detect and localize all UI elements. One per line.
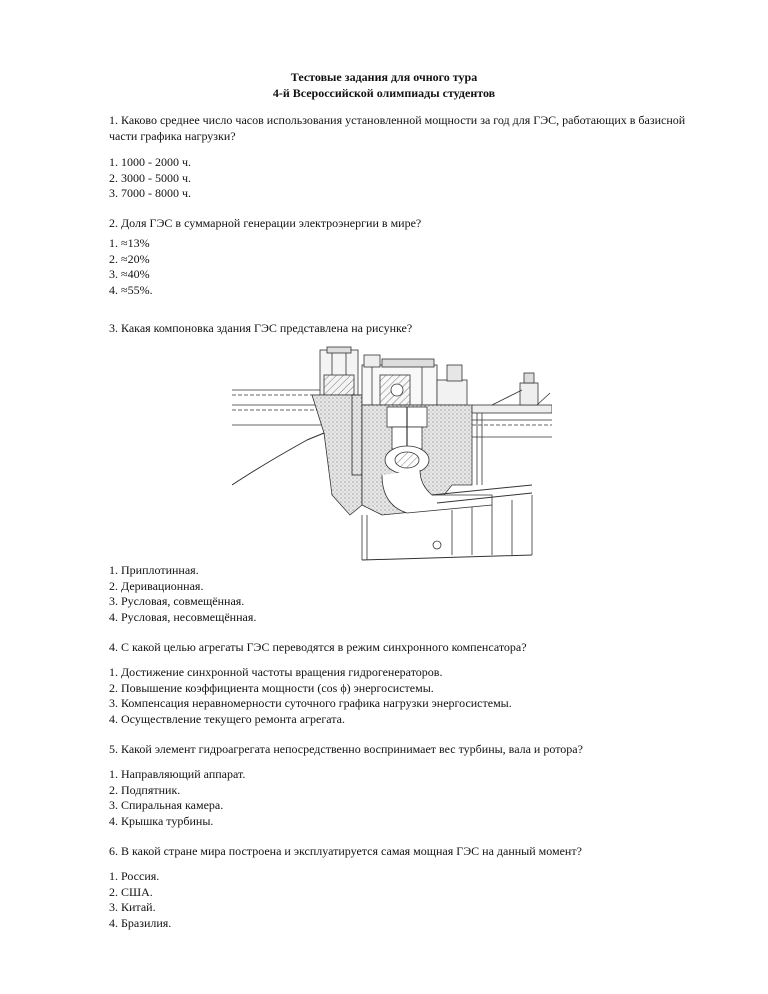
answer-option: 2. 3000 - 5000 ч. [109, 170, 192, 185]
question-text: 1. Каково среднее число часов использования установленной мощности за год для ГЭС, работающих в базисной части графика нагрузки? [109, 113, 686, 143]
answer-option: 2. Повышение коэффициента мощности (cos ϕ) энергосистемы. [109, 680, 434, 695]
question-5-options [109, 767, 689, 829]
question-6-options [109, 869, 689, 931]
document-title-line-1: Тестовые задания для очного тура [290, 70, 478, 84]
question-3 [109, 321, 689, 337]
question-4-options [109, 665, 689, 727]
answer-option: 1. Приплотинная. [109, 563, 199, 577]
document-title-line-2: 4-й Всероссийской олимпиады студентов [272, 86, 496, 100]
question-2-options [109, 236, 689, 298]
answer-option: 2. Подпятник. [109, 782, 181, 797]
answer-option: 3. 7000 - 8000 ч. [109, 186, 192, 200]
answer-option: 3. Спиральная камера. [109, 798, 224, 812]
question-1-options [109, 155, 689, 202]
question-3-options [109, 563, 689, 625]
answer-option: 1. Россия. [109, 869, 160, 883]
answer-option: 3. Китай. [109, 900, 156, 914]
question-4 [109, 640, 689, 656]
hydro-plant-drawing [232, 345, 552, 563]
answer-option: 2. США. [109, 884, 153, 899]
question-text: 3. Какая компоновка здания ГЭС представлена на рисунке? [109, 321, 413, 335]
answer-option: 3. ≈40% [109, 267, 150, 281]
answer-option: 4. Крышка турбины. [109, 813, 214, 828]
answer-option: 1. Направляющий аппарат. [109, 767, 246, 781]
question-text: 5. Какой элемент гидроагрегата непосредственно воспринимает вес турбины, вала и ротора? [109, 742, 583, 756]
question-text: 4. С какой целью агрегаты ГЭС переводятся в режим синхронного компенсатора? [109, 640, 527, 654]
answer-option: 4. ≈55%. [109, 282, 153, 297]
answer-option: 1. ≈13% [109, 236, 150, 250]
question-6 [109, 844, 689, 860]
question-text: 6. В какой стране мира построена и эксплуатируется самая мощная ГЭС на данный момент? [109, 844, 582, 858]
question-text: 2. Доля ГЭС в суммарной генерации электроэнергии в мире? [109, 216, 422, 230]
answer-option: 2. ≈20% [109, 251, 150, 266]
answer-option: 4. Бразилия. [109, 915, 172, 930]
answer-option: 4. Осуществление текущего ремонта агрегата. [109, 711, 345, 726]
hydro-plant-cross-section-figure [232, 345, 552, 563]
answer-option: 1. Достижение синхронной частоты вращения гидрогенераторов. [109, 665, 443, 679]
answer-option: 3. Русловая, совмещённая. [109, 594, 245, 608]
question-2 [109, 216, 689, 232]
answer-option: 1. 1000 - 2000 ч. [109, 155, 192, 169]
question-5 [109, 742, 689, 758]
answer-option: 4. Русловая, несовмещённая. [109, 609, 257, 624]
question-1 [109, 113, 689, 144]
answer-option: 2. Деривационная. [109, 578, 204, 593]
answer-option: 3. Компенсация неравномерности суточного графика нагрузки энергосистемы. [109, 696, 512, 710]
